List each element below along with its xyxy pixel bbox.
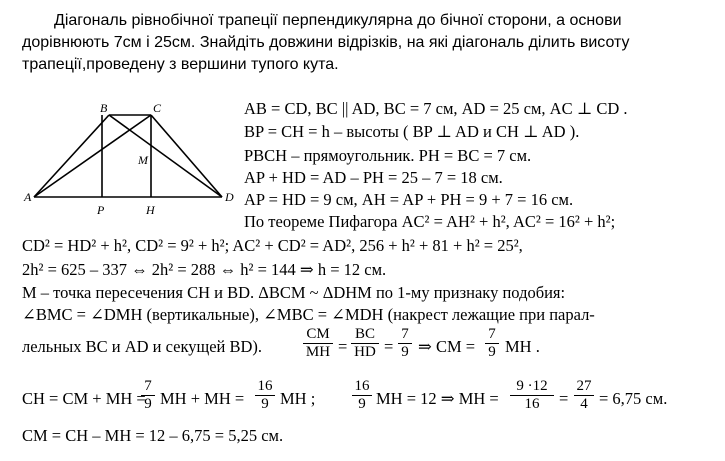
solution-line-6: По теореме Пифагора AC² = AH² + h², AC² = 16² + h²; (244, 212, 616, 231)
fraction-9x12-16: $\frac{9 \cdot 12}{16}$ (510, 378, 554, 413)
label-a: A (24, 190, 32, 204)
label-m: M (138, 153, 148, 167)
solution-line-4: AP + HD = AD – PH = 25 – 7 = 18 см. (244, 168, 503, 187)
solution-line-13: CM = CH – MH = 12 – 6,75 = 5,25 см. (22, 426, 284, 445)
label-p: P (97, 203, 105, 217)
solution-line-11-text: лельных BC и AD и секущей BD). (22, 337, 263, 356)
trapezoid-figure (22, 96, 242, 222)
label-c: C (153, 101, 162, 115)
solution-line-9: M – точка пересечения CH и BD. ΔBCM ~ ΔDHM по 1-му признаку подобия: (22, 283, 566, 302)
fraction-27-4: $\frac{27}{4}$ (574, 378, 594, 413)
solution-line-1: AB = CD, BC || AD, BC = 7 см, AD = 25 см, AC ⊥ CD . (244, 99, 628, 118)
problem-statement (22, 10, 710, 76)
side-cd (151, 115, 222, 197)
fraction-16-9-a: $\frac{16}{9}$ (255, 378, 275, 413)
label-d: D (225, 190, 234, 204)
solution-line-5: AP = HD = 9 см, AH = AP + PH = 9 + 7 = 16 см. (244, 190, 574, 209)
label-b: B (100, 101, 108, 115)
solution-line-2: BP = CH = h – высоты ( BP ⊥ AD и CH ⊥ AD ). (244, 122, 580, 141)
fraction-cm-mh: $\frac{CM}{MH}$ (303, 326, 333, 361)
solution-line-10: ∠BMC = ∠DMH (вертикальные), ∠MBC = ∠MDH (накрест лежащие при парал- (22, 305, 595, 324)
document-page: Діагональ рівнобічної трапеції перпендикулярна до бічної сторони, а основи дорівнюють 7см і 25см. Знайдіть довжини відрізків, на які діагональ ділить висоту трапеції,проведену з вершини тупого кута. A B C D P H M AB = CD, BC || AD, BC = 7 см, AD = 25 см, AC ⊥ CD . BP = CH = h – высоты ( BP ⊥ AD и CH ⊥ AD ). PBCH – прямоугольник. PH = BC = 7 см. AP + HD = AD – PH = 25 – 7 = 18 см. AP = HD = 9 см, AH = AP + PH = 9 + 7 = 16 см. По теореме Пифагора AC² = AH² + h², AC² = 16² + h²; CD² = HD² + h², CD² = 9² + h²; AC² + CD² = AD², 256 + h² + 81 + h² = 25², 2h² = 625 – 337 ⇔ 2h² = 288 ⇔ h² = 144 ⇒ h = 12 см. M – точка пересечения CH и BD. ΔBCM ~ ΔDHM по 1-му признаку подобия: ∠BMC = ∠DMH (вертикальные), ∠MBC = ∠MDH (накрест лежащие при парал- лельных BC и AD и секущей BD). $\frac{CM}{MH}$ = $\frac{BC}{HD}$ = $\frac{7}{9}$ ⇒ CM = $\frac{7}{9}$ MH . CH = CM + MH = $\frac{7}{9}$ MH + MH = $\frac{16}{9}$ MH ; $\frac{16}{9}$ MH = 12 ⇒ MH = $\frac{9 \cdot 12}{16}$ = $\frac{27}{4}$ = 6,75 см. CM = CH – MH = 12 – 6,75 = 5,25 см. (0, 0, 725, 461)
fraction-7-9-a: $\frac{7}{9}$ (398, 326, 412, 361)
diagonal-bd (109, 115, 222, 197)
solution-line-8: 2h² = 625 – 337 ⇔ 2h² = 288 ⇔ h² = 144 ⇒ h = 12 см. (22, 260, 387, 279)
diagonal-ac (34, 115, 151, 197)
problem-line-1: Діагональ рівнобічної трапеції перпендикулярна до бічної сторони, а основи (54, 12, 622, 29)
side-ab (34, 115, 109, 197)
problem-line-2: дорівнюють 7см і 25см. Знайдіть довжини відрізків, на які діагональ ділить висоту (22, 34, 630, 51)
fraction-7-9-c: $\frac{7}{9}$ (141, 378, 155, 413)
fraction-bc-hd: $\frac{BC}{HD}$ (351, 326, 379, 361)
solution-line-3: PBCH – прямоугольник. PH = BC = 7 см. (244, 146, 532, 165)
label-h: H (146, 203, 155, 217)
problem-line-3: трапеції,проведену з вершини тупого кута. (22, 56, 339, 73)
fraction-7-9-b: $\frac{7}{9}$ (485, 326, 499, 361)
solution-line-7: CD² = HD² + h², CD² = 9² + h²; AC² + CD² = AD², 256 + h² + 81 + h² = 25², (22, 236, 523, 255)
fraction-16-9-b: $\frac{16}{9}$ (352, 378, 372, 413)
solution-line-12-text: CH = CM + MH = (22, 389, 146, 408)
